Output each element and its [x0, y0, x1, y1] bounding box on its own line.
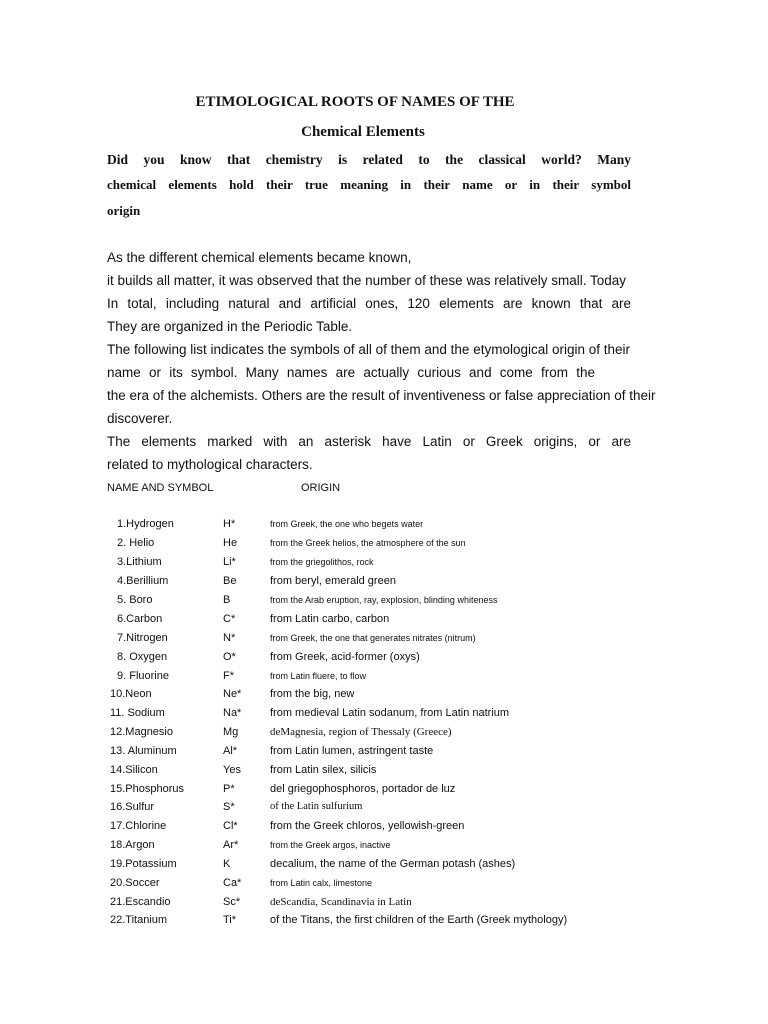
paragraph-line: As the different chemical elements became known,: [107, 250, 412, 265]
table-row: [0, 670, 768, 689]
element-name: 2. Helio: [117, 537, 155, 549]
element-name: 5. Boro: [117, 594, 153, 606]
table-row: [0, 726, 768, 745]
element-name: 16.Sulfur: [110, 801, 155, 813]
element-origin: from medieval Latin sodanum, from Latin natrium: [270, 707, 510, 719]
element-name: 3.Lithium: [117, 556, 162, 568]
element-origin: del griegophosphoros, portador de luz: [270, 783, 456, 795]
table-row: [0, 896, 768, 915]
element-symbol: Sc*: [223, 896, 241, 908]
element-origin: from the Greek helios, the atmosphere of the sun: [270, 538, 466, 548]
element-origin: from the big, new: [270, 688, 355, 700]
element-name: 4.Berillium: [117, 575, 169, 587]
element-symbol: Yes: [223, 764, 241, 776]
element-symbol: B: [223, 594, 231, 606]
element-origin: of the Latin sulfurium: [270, 801, 363, 812]
element-name: 22.Titanium: [110, 914, 168, 926]
intro-line: origin: [107, 203, 141, 218]
element-symbol: Ar*: [223, 839, 239, 851]
element-symbol: Al*: [223, 745, 238, 757]
paragraph-line: name or its symbol. Many names are actually curious and come from the: [107, 365, 595, 380]
element-symbol: Li*: [223, 556, 236, 568]
element-name: 10.Neon: [110, 688, 152, 700]
table-row: [0, 801, 768, 820]
element-symbol: O*: [223, 651, 236, 663]
table-row: [0, 518, 768, 537]
element-origin: from Latin fluere, to flow: [270, 671, 367, 681]
table-row: [0, 877, 768, 896]
element-name: 11. Sodium: [110, 707, 165, 719]
element-name: 20.Soccer: [110, 877, 160, 889]
element-symbol: K: [223, 858, 231, 870]
intro-line: Did you know that chemistry is related to the classical world? Many: [107, 152, 631, 167]
table-row: [0, 537, 768, 556]
element-origin: from Greek, the one that generates nitrates (nitrum): [270, 633, 476, 643]
column-header-name-symbol: NAME AND SYMBOL: [107, 482, 214, 494]
element-name: 1.Hydrogen: [117, 518, 174, 530]
element-name: 6.Carbon: [117, 613, 163, 625]
element-symbol: F*: [223, 670, 234, 682]
element-origin: decalium, the name of the German potash (ashes): [270, 858, 516, 870]
element-origin: from Greek, acid-former (oxys): [270, 651, 420, 663]
element-origin: deMagnesia, region of Thessaly (Greece): [270, 726, 452, 738]
element-symbol: Ca*: [223, 877, 242, 889]
paragraph-line: related to mythological characters.: [107, 457, 313, 472]
paragraph-line: it builds all matter, it was observed that the number of these was relatively small. Today: [107, 273, 626, 288]
paragraph-line: discoverer.: [107, 411, 173, 426]
element-origin: from the Greek chloros, yellowish-green: [270, 820, 465, 832]
element-name: 14.Silicon: [110, 764, 158, 776]
table-row: [0, 707, 768, 726]
element-symbol: N*: [223, 632, 236, 644]
element-symbol: Be: [223, 575, 237, 587]
element-name: 8. Oxygen: [117, 651, 168, 663]
table-row: [0, 858, 768, 877]
element-symbol: P*: [223, 783, 235, 795]
table-row: [0, 575, 768, 594]
table-row: [0, 764, 768, 783]
element-name: 15.Phosphorus: [110, 783, 184, 795]
element-origin: from Latin calx, limestone: [270, 878, 373, 888]
element-name: 7.Nitrogen: [117, 632, 168, 644]
element-origin: from the griegolithos, rock: [270, 557, 374, 567]
element-symbol: Ti*: [223, 914, 237, 926]
page-title: ETIMOLOGICAL ROOTS OF NAMES OF THE: [195, 94, 515, 110]
table-row: [0, 651, 768, 670]
element-symbol: Cl*: [223, 820, 238, 832]
element-name: 18.Argon: [110, 839, 155, 851]
element-name: 19.Potassium: [110, 858, 177, 870]
table-row: [0, 820, 768, 839]
table-row: [0, 556, 768, 575]
table-row: [0, 914, 768, 933]
page-subtitle: Chemical Elements: [301, 124, 425, 140]
element-name: 21.Escandio: [110, 896, 171, 908]
element-origin: from Latin carbo, carbon: [270, 613, 390, 625]
table-row: [0, 594, 768, 613]
paragraph-line: The following list indicates the symbols of all of them and the etymological origin of their: [107, 342, 631, 357]
element-origin: from the Greek argos, inactive: [270, 840, 391, 850]
element-origin: deScandia, Scandinavia in Latin: [270, 896, 412, 908]
element-symbol: Na*: [223, 707, 242, 719]
intro-line: chemical elements hold their true meaning in their name or in their symbol: [107, 177, 631, 192]
element-symbol: H*: [223, 518, 236, 530]
table-row: [0, 632, 768, 651]
paragraph-line: the era of the alchemists. Others are the result of inventiveness or false appreciation of their: [107, 388, 656, 403]
table-row: [0, 839, 768, 858]
table-row: [0, 688, 768, 707]
element-origin: from beryl, emerald green: [270, 575, 396, 587]
element-origin: from the Arab eruption, ray, explosion, blinding whiteness: [270, 595, 498, 605]
table-row: [0, 783, 768, 802]
element-name: 17.Chlorine: [110, 820, 167, 832]
paragraph-line: The elements marked with an asterisk have Latin or Greek origins, or are: [107, 434, 631, 449]
paragraph-line: In total, including natural and artificial ones, 120 elements are known that are: [107, 296, 631, 311]
table-row: [0, 745, 768, 764]
element-name: 12.Magnesio: [110, 726, 173, 738]
element-origin: from Greek, the one who begets water: [270, 519, 424, 529]
element-origin: of the Titans, the first children of the Earth (Greek mythology): [270, 914, 568, 926]
element-origin: from Latin silex, silicis: [270, 764, 377, 776]
column-header-origin: ORIGIN: [301, 482, 341, 494]
element-symbol: He: [223, 537, 238, 549]
element-symbol: Mg: [223, 726, 239, 738]
element-symbol: Ne*: [223, 688, 242, 700]
element-symbol: S*: [223, 801, 235, 813]
element-name: 13. Aluminum: [110, 745, 177, 757]
paragraph-line: They are organized in the Periodic Table.: [107, 319, 353, 334]
element-name: 9. Fluorine: [117, 670, 169, 682]
table-row: [0, 613, 768, 632]
element-origin: from Latin lumen, astringent taste: [270, 745, 434, 757]
element-symbol: C*: [223, 613, 236, 625]
